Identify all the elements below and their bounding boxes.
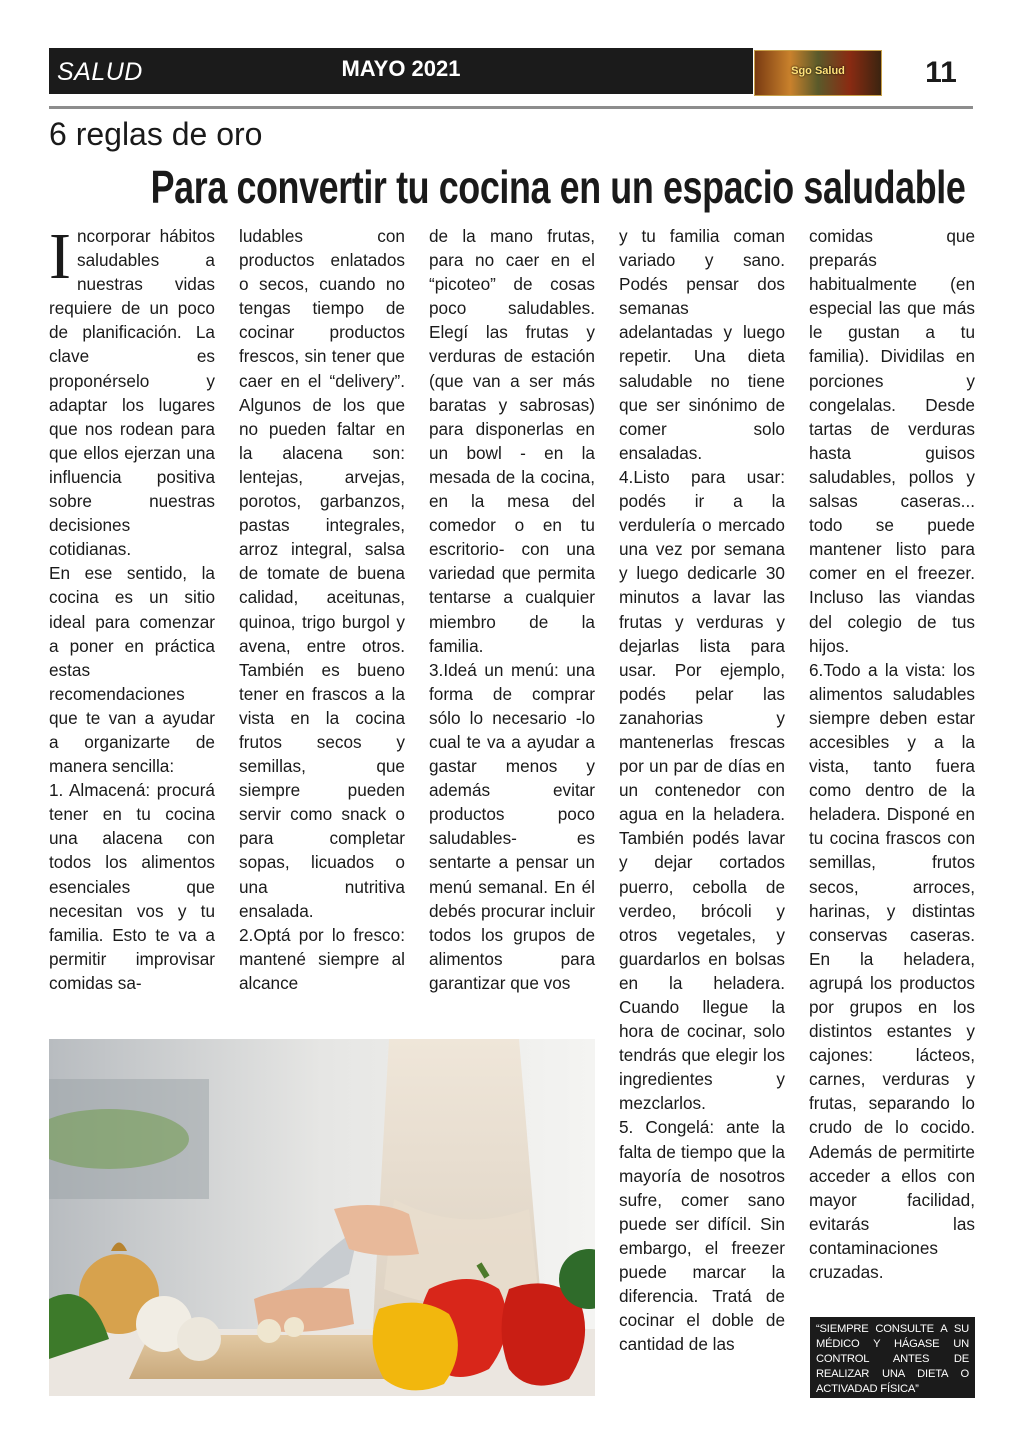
article-column-2 xyxy=(239,224,405,995)
article-column-4 xyxy=(619,224,785,1356)
paragraph: 1. Almacená: procurá tener en tu cocina una alacena con todos los alimentos esenciales que necesitan vos y tu familia. Esto te va a permitir improvisar comidas sa- xyxy=(49,780,215,993)
page-number: 11 xyxy=(925,56,957,89)
disclaimer-box: “SIEMPRE CONSULTE A SU MÉDICO Y HÁGASE UN CONTROL ANTES DE REALIZAR UNA DIETA O ACTIVADAD FÍSICA” xyxy=(810,1317,975,1398)
kitchen-photo xyxy=(49,1039,595,1396)
article-headline: Para convertir tu cocina en un espacio saludable xyxy=(150,161,966,213)
paragraph: 5. Congelá: ante la falta de tiempo que la mayoría de nosotros sufre, comer sano puede ser difícil. Sin embargo, el freezer puede marcar la diferencia. Tratá de cocinar el doble de cantidad de las xyxy=(619,1117,785,1355)
logo-text: Sgo Salud xyxy=(791,65,845,77)
article-column-5 xyxy=(809,224,975,1284)
paragraph: de la mano frutas, para no caer en el “picoteo” de cosas poco saludables. Elegí las frutas y verduras de estación (que van a ser más baratas y sabrosas) para disponerlas en un bowl - en la mesada de la cocina, en la mesa del comedor o en tu escritorio- con una variedad que permita tentarse a cualquier miembro de la familia. xyxy=(429,226,595,656)
paragraph: ludables con productos enlatados o secos, cuando no tengas tiempo de cocinar productos frescos, sin tener que caer en el “delivery”. Algunos de los que no pueden faltar en la alacena son: lentejas, arvejas, porotos, garbanzos, pastas integrales, arroz integral, salsa de tomate de buena calidad, aceitunas, quinoa, trigo burgol y avena, entre otros. También es bueno tener en frascos a la vista en la cocina frutos secos y semillas, que siempre pueden servir como snack o para completar sopas, licuados o una nutritiva ensalada. xyxy=(239,226,405,921)
issue-date: MAYO 2021 xyxy=(341,56,461,81)
article-column-1 xyxy=(49,220,215,995)
header-bar xyxy=(49,48,753,94)
paragraph: ncorporar hábitos saludables a nuestras vidas requiere de un poco de planificación. La clave es proponérselo y adaptar los lugares que nos rodean para que ellos ejerzan una influencia positiva sobre nuestras decisiones cotidianas. xyxy=(49,226,215,560)
paragraph: 6.Todo a la vista: los alimentos saludables siempre deben estar accesibles y a la vista, tanto fuera como dentro de la heladera. Disponé en tu cocina frascos con semillas, frutos secos, arroces, harinas, y distintas conservas caseras. En la heladera, agrupá los productos por grupos en los distintos estantes y cajones: lácteos, carnes, verduras y frutas, separando lo crudo de lo cocido. Además de permitirte acceder a ellos con mayor facilidad, evitarás las contaminaciones cruzadas. xyxy=(809,659,975,1283)
magazine-logo xyxy=(754,50,882,96)
paragraph: 2.Optá por lo fresco: mantené siempre al alcance xyxy=(239,924,405,993)
drop-cap: I xyxy=(49,220,71,293)
paragraph: 3.Ideá un menú: una forma de comprar sólo lo necesario -lo cual te va a ayudar a gastar menos y además evitar productos poco saludables- es sentarte a pensar un menú semanal. En él debés procurar incluir todos los grupos de alimentos para garantizar que vos xyxy=(429,659,595,993)
section-name: SALUD xyxy=(57,58,143,86)
paragraph: y tu familia coman variado y sano. Podés pensar dos semanas adelantadas y luego repetir. Una dieta saludable no tiene que ser sinónimo de comer solo ensaladas. xyxy=(619,226,785,463)
article-kicker: 6 reglas de oro xyxy=(49,116,263,152)
paragraph: comidas que preparás habitualmente (en especial las que más le gustan a tu familia). Dividilas en porciones y congelalas. Desde tartas de verduras hasta guisos saludables, pollos y salsas caseras... todo se puede mantener listo para comer en el freezer. Incluso las viandas del colegio de tus hijos. xyxy=(809,226,975,656)
paragraph: 4.Listo para usar: podés ir a la verdulería o mercado una vez por semana y luego dedicarle 30 minutos a lavar las frutas y verduras y dejarlas lista para usar. Por ejemplo, podés pelar las zanahorias y mantenerlas frescas por un par de días en un contenedor con agua en la heladera. También podés lavar y dejar cortados puerro, cebolla de verdeo, brócoli y otros vegetales, y guardarlos en bolsas en la heladera. Cuando llegue la hora de cocinar, solo tendrás que elegir los ingredientes y mezclarlos. xyxy=(619,466,785,1114)
paragraph: En ese sentido, la cocina es un sitio ideal para comenzar a poner en práctica estas recomendaciones que te van a ayudar a organizarte de manera sencilla: xyxy=(49,563,215,777)
header-rule xyxy=(49,106,973,109)
article-column-3 xyxy=(429,224,595,995)
